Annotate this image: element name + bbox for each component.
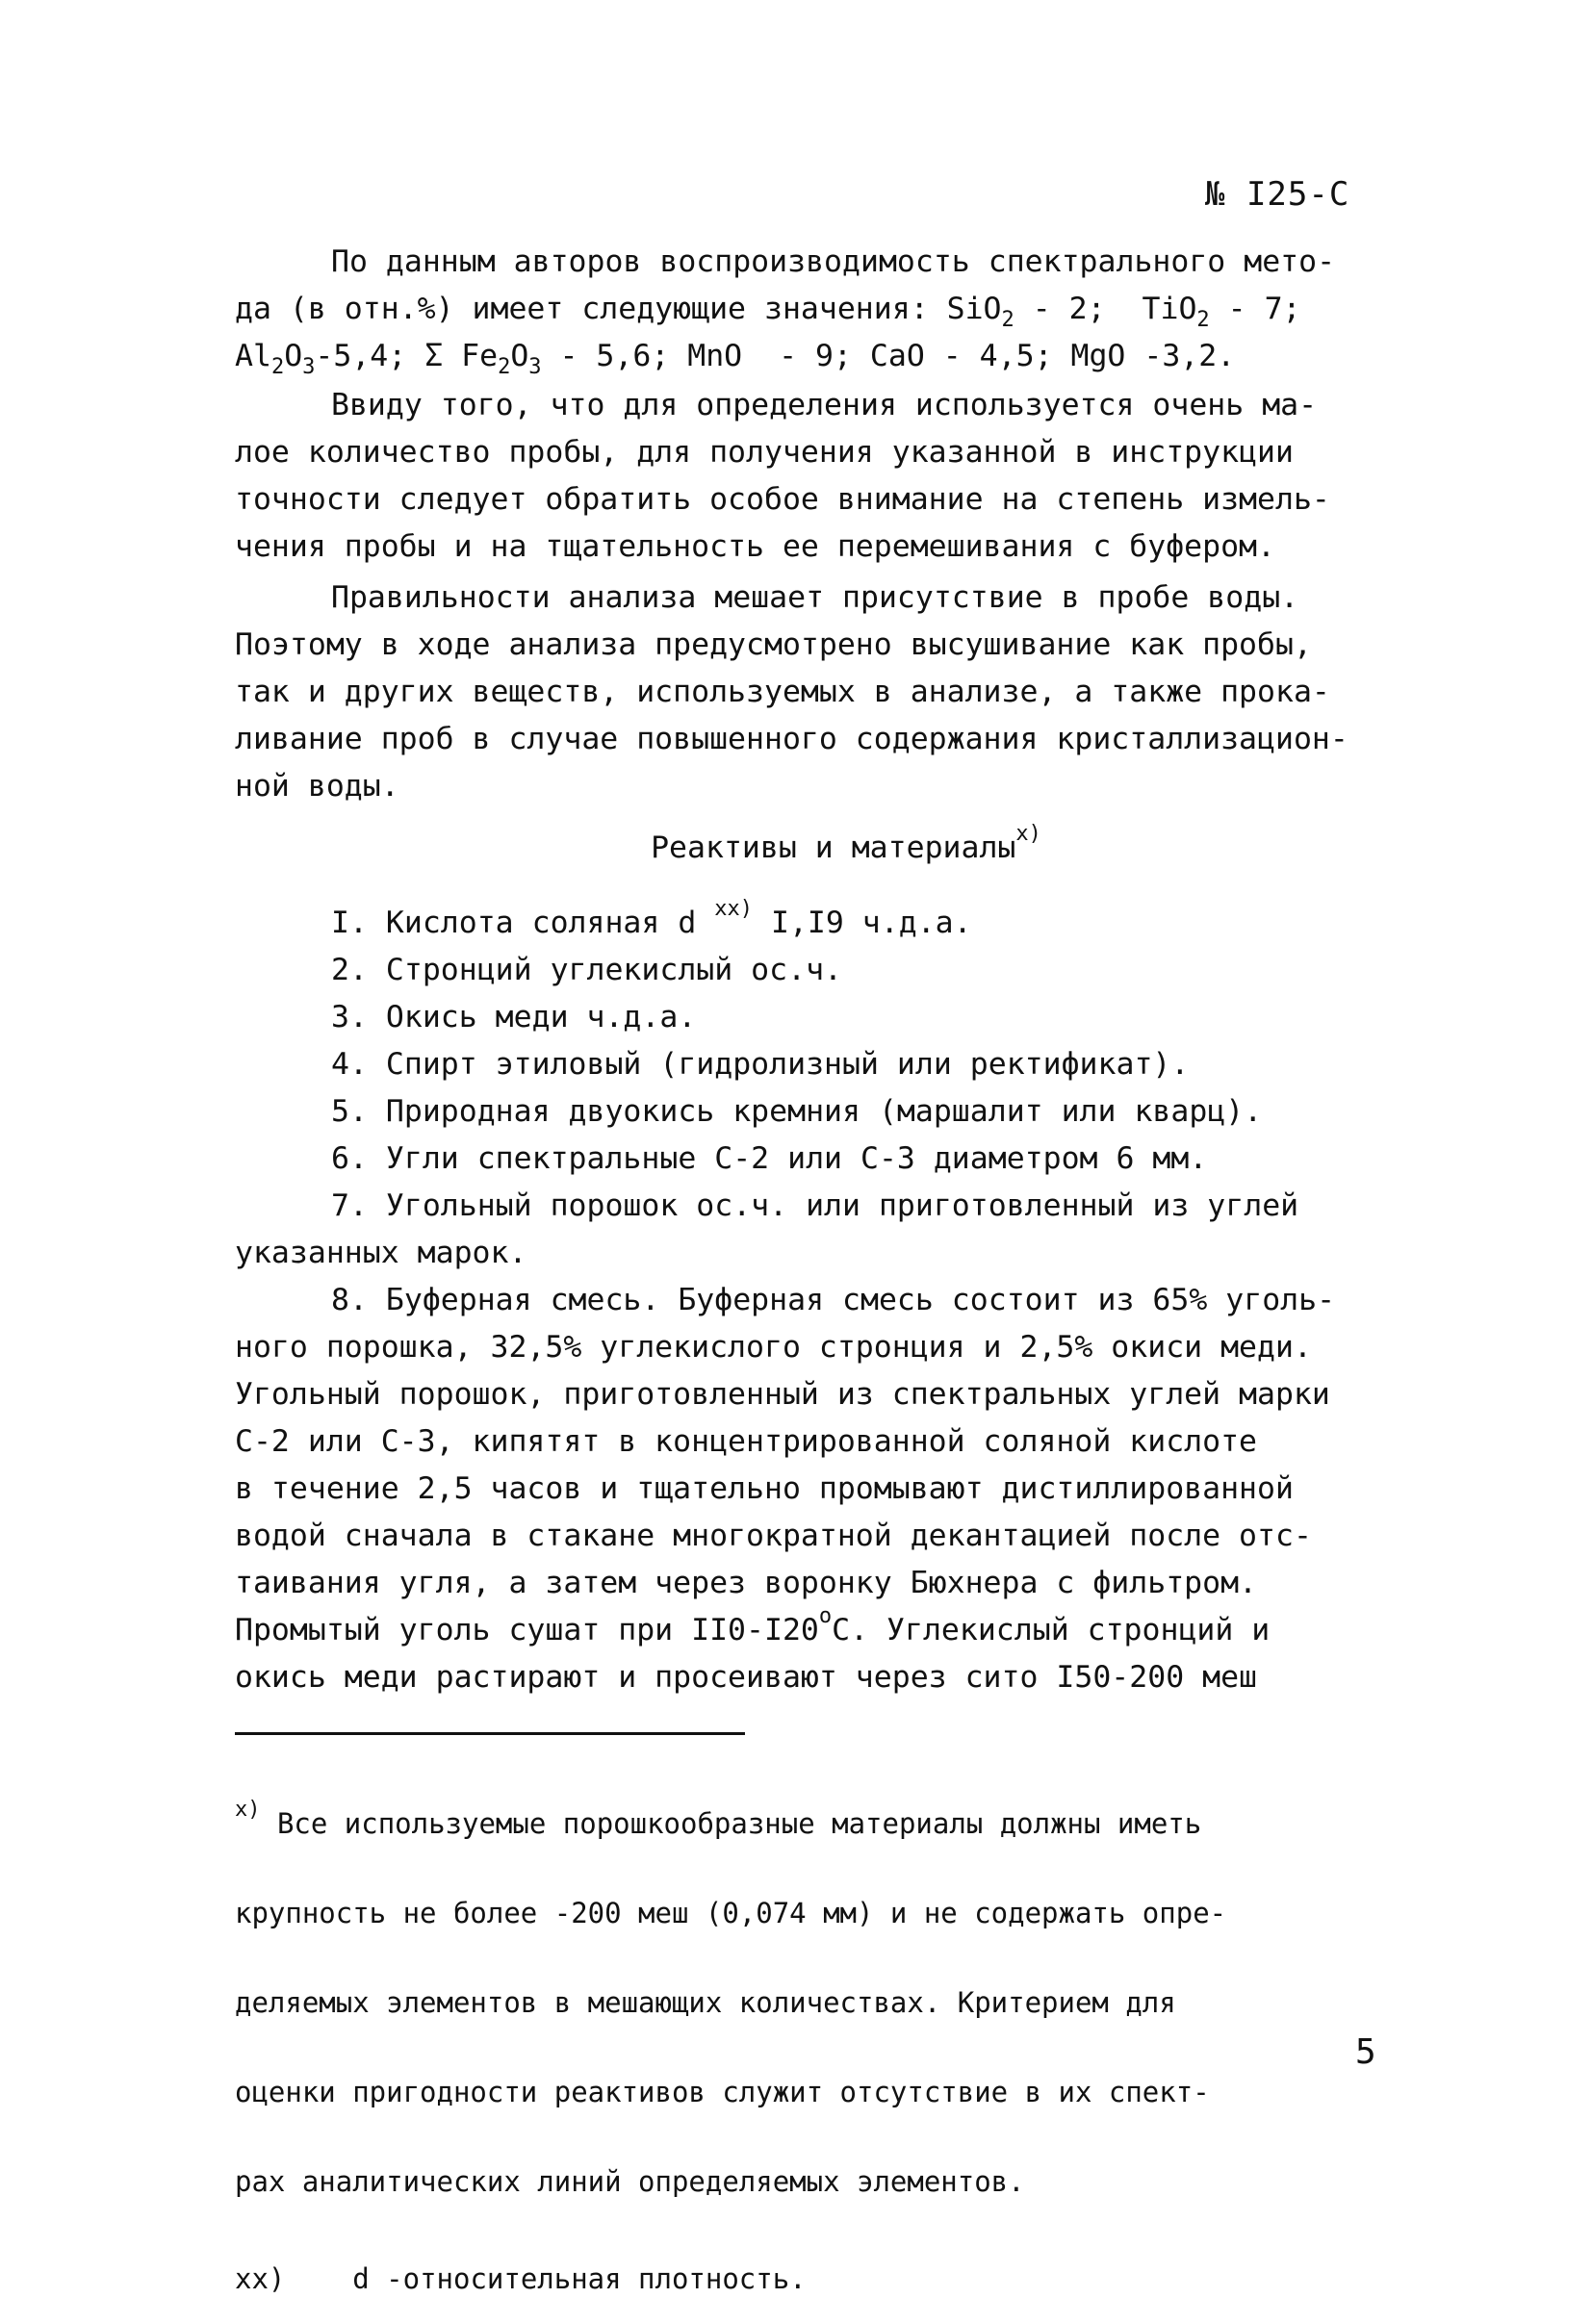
paragraph-water-interference bbox=[235, 575, 1419, 810]
footnote-line: оценки пригодности реактивов служит отсутствие в их спект- bbox=[235, 2076, 1210, 2108]
footnote-line: рах аналитических линий определяемых элементов. bbox=[235, 2165, 1025, 2198]
paragraph-line: лое количество пробы, для получения указанной в инструкции bbox=[235, 435, 1294, 470]
paragraph-line: ливание проб в случае повышенного содержания кристаллизацион- bbox=[235, 722, 1348, 756]
footnote-mark: xx) bbox=[714, 897, 754, 921]
list-item-continuation: указанных марок. bbox=[235, 1236, 527, 1270]
list-item-continuation: С-2 или С-3, кипятят в концентрированной соляной кислоте bbox=[235, 1424, 1258, 1459]
list-item: 5. Природная двуокись кремния (маршалит или кварц). bbox=[331, 1094, 1263, 1129]
footnote-2: xx) d -относительная плотность. bbox=[235, 2262, 807, 2295]
list-item: 6. Угли спектральные С-2 или С-3 диаметром 6 мм. bbox=[331, 1141, 1208, 1176]
paragraph-sample-preparation bbox=[235, 382, 1419, 571]
paragraph-line: так и других веществ, используемых в анализе, а также прока- bbox=[235, 675, 1330, 709]
paragraph-line: точности следует обратить особое внимание на степень измель- bbox=[235, 482, 1330, 517]
paragraph-line: чения пробы и на тщательность ее перемешивания с буфером. bbox=[235, 529, 1275, 564]
footnote-1: $^{x)}$ Все используемые порошкообразные материалы должны иметь bbox=[235, 1798, 1202, 1840]
list-item-continuation: окись меди растирают и просеивают через сито I50-200 меш bbox=[235, 1660, 1258, 1695]
intro-line-2: да (в отн.%) имеет следующие значения: SiO$_2$ - 2; TiO$_2$ - 7; bbox=[235, 292, 1301, 332]
section-heading-text: Реактивы и материалы bbox=[651, 830, 1016, 865]
list-item-continuation: в течение 2,5 часов и тщательно промывают дистиллированной bbox=[235, 1471, 1294, 1506]
list-item-continuation: ного порошка, 32,5% углекислого стронция и 2,5% окиси меди. bbox=[235, 1330, 1312, 1365]
reagents-list bbox=[235, 897, 1419, 1701]
list-item: 4. Спирт этиловый (гидролизный или ректификат). bbox=[331, 1047, 1190, 1082]
paragraph-line: Правильности анализа мешает присутствие в пробе воды. bbox=[331, 580, 1299, 615]
page-number: 5 bbox=[1355, 2032, 1376, 2072]
list-item: 7. Угольный порошок ос.ч. или приготовленный из углей bbox=[331, 1188, 1299, 1223]
intro-line-1: По данным авторов воспроизводимость спектрального мето- bbox=[331, 244, 1336, 279]
document-number: № I25-С bbox=[1205, 175, 1350, 214]
footnote-mark: x) bbox=[1015, 822, 1041, 846]
list-item-continuation: Промытый уголь сушат при II0-I20$^o$С. Углекислый стронций и bbox=[235, 1604, 1271, 1647]
list-item: 8. Буферная смесь. Буферная смесь состоит из 65% уголь- bbox=[331, 1283, 1336, 1317]
footnote-line: крупность не более -200 меш (0,074 мм) и не содержать опре- bbox=[235, 1897, 1227, 1929]
list-item-continuation: таивания угля, а затем через воронку Бюхнера с фильтром. bbox=[235, 1566, 1258, 1600]
footnote-divider bbox=[235, 1732, 745, 1735]
intro-paragraph bbox=[235, 239, 1419, 380]
paragraph-line: Поэтому в ходе анализа предусмотрено высушивание как пробы, bbox=[235, 627, 1312, 662]
list-item: I. Кислота соляная d $^{xx)}$ I,I9 ч.д.а. bbox=[331, 897, 972, 940]
footnote-line: деляемых элементов в мешающих количествах. Критерием для bbox=[235, 1986, 1176, 2019]
paragraph-line: ной воды. bbox=[235, 769, 399, 804]
list-item: 2. Стронций углекислый ос.ч. bbox=[331, 953, 843, 987]
footnote-mark: xx) bbox=[235, 2262, 286, 2295]
list-item: 3. Окись меди ч.д.а. bbox=[331, 1000, 697, 1034]
footnote-mark: x) bbox=[235, 1798, 261, 1822]
footnotes bbox=[235, 1749, 1419, 2324]
list-item-continuation: Угольный порошок, приготовленный из спектральных углей марки bbox=[235, 1377, 1330, 1412]
paragraph-line: Ввиду того, что для определения используется очень ма- bbox=[331, 388, 1318, 422]
section-heading bbox=[235, 822, 1419, 872]
list-item-continuation: водой сначала в стакане многократной декантацией после отс- bbox=[235, 1519, 1312, 1553]
intro-line-3: $Al_2O_3-5,4$; Σ $Fe_2O_3 - 5,6$; MnO - 9; CaO - 4,5; MgO -3,2. bbox=[235, 339, 1236, 379]
